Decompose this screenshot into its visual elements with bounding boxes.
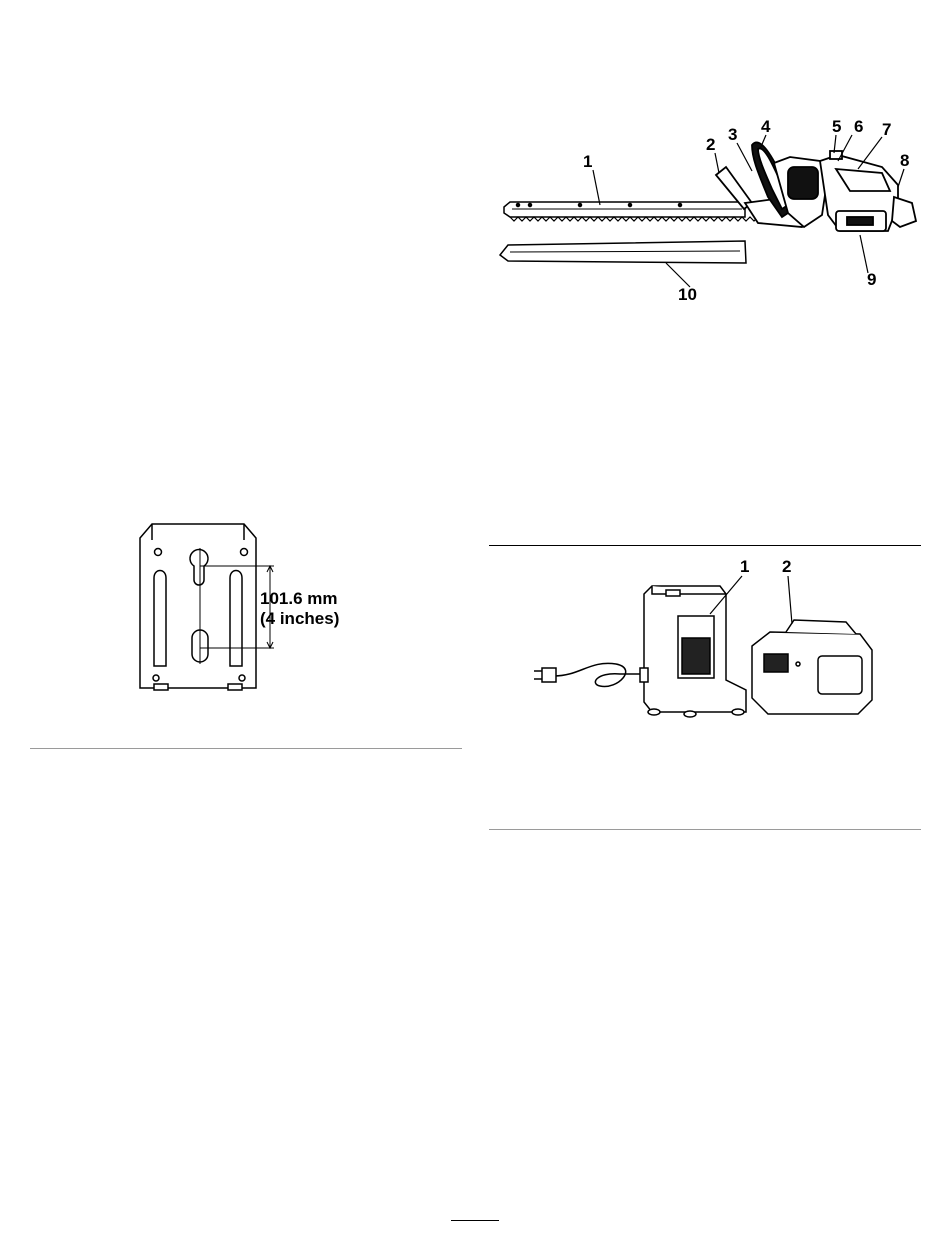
dimension-metric: 101.6 mm — [260, 589, 338, 608]
callout-1: 1 — [740, 557, 750, 576]
callout-1: 1 — [583, 152, 593, 171]
callout-8: 8 — [900, 151, 910, 170]
charger-figure-top-rule — [489, 545, 921, 546]
callout-10: 10 — [678, 285, 697, 304]
hedge-trimmer-figure — [490, 105, 930, 310]
callout-3: 3 — [728, 125, 738, 144]
callout-6: 6 — [854, 117, 864, 136]
page-footer-rule — [451, 1220, 499, 1221]
battery-charger — [640, 586, 746, 717]
right-section-divider — [489, 829, 921, 830]
callout-4: 4 — [761, 117, 771, 136]
callout-2: 2 — [782, 557, 792, 576]
callout-7: 7 — [882, 120, 892, 139]
left-section-divider — [30, 748, 462, 749]
trimmer-blade — [504, 202, 774, 221]
blade-sheath — [500, 241, 746, 263]
dimension-imperial: (4 inches) — [260, 609, 340, 628]
charger-battery-figure — [520, 550, 900, 725]
callout-9: 9 — [867, 270, 877, 289]
power-cord — [534, 663, 642, 686]
wall-mount-figure — [130, 518, 370, 698]
battery-pack — [752, 620, 872, 714]
callout-5: 5 — [832, 117, 842, 136]
callout-2: 2 — [706, 135, 716, 154]
trimmer-body — [716, 142, 916, 231]
